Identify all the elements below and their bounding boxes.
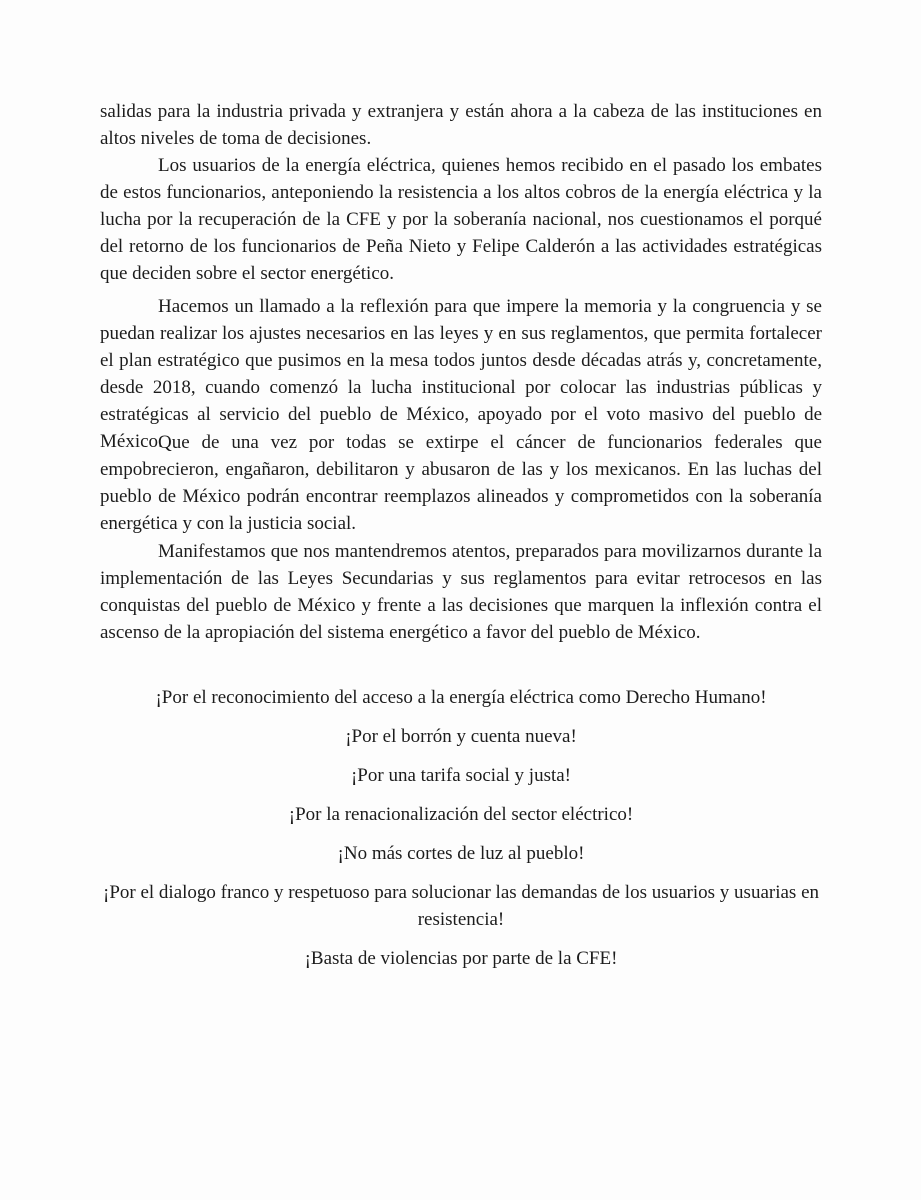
slogan-renacionalizacion: ¡Por la renacionalización del sector eléctrico!	[288, 804, 634, 825]
paragraph-llamado: Hacemos un llamado a la reflexión para que impere la memoria y la congruencia y se puedan realizar los ajustes necesarios en las leyes y en sus reglamentos, que permita fortalecer el plan estratégico que pusimos en la mesa todos juntos desde décadas atrás y, concretamente, desde 2018, cuando comenzó la lucha institucional por colocar las industrias públicas y estratégicas al servicio del pueblo de México, apoyado por el voto masivo del pueblo de México.	[100, 296, 822, 452]
paragraph-usuarios: Los usuarios de la energía eléctrica, quienes hemos recibido en el pasado los embates de estos funcionarios, anteponiendo la resistencia a los altos cobros de la energía eléctrica y la lucha por la recuperación de la CFE y por la soberanía nacional, nos cuestionamos el porqué del retorno de los funcionarios de Peña Nieto y Felipe Calderón a las actividades estratégicas que deciden sobre el sector energético.	[100, 155, 822, 284]
slogan-dialogo: ¡Por el dialogo franco y respetuoso para solucionar las demandas de los usuarios y usuarias en resistencia!	[103, 882, 819, 930]
paragraph-manifestamos: Manifestamos que nos mantendremos atentos, preparados para movilizarnos durante la implementación de las Leyes Secundarias y sus reglamentos para evitar retrocesos en las conquistas del pueblo de México y frente a las decisiones que marquen la inflexión contra el ascenso de la apropiación del sistema energético a favor del pueblo de México.	[100, 541, 822, 643]
slogan-derecho-humano: ¡Por el reconocimiento del acceso a la energía eléctrica como Derecho Humano!	[155, 687, 767, 708]
slogans-list	[100, 684, 822, 984]
slogan-tarifa: ¡Por una tarifa social y justa!	[350, 765, 571, 786]
paragraph-continuation: salidas para la industria privada y extranjera y están ahora a la cabeza de las instituciones en altos niveles de toma de decisiones.	[100, 101, 822, 149]
slogan-cortes: ¡No más cortes de luz al pueblo!	[337, 843, 585, 864]
slogan-borron: ¡Por el borrón y cuenta nueva!	[345, 726, 577, 747]
paragraph-extirpe: Que de una vez por todas se extirpe el cáncer de funcionarios federales que empobrecieron, engañaron, debilitaron y abusaron de las y los mexicanos. En las luchas del pueblo de México podrán encontrar reemplazos alineados y comprometidos con la soberanía energética y con la justicia social.	[100, 432, 822, 534]
slogan-violencias: ¡Basta de violencias por parte de la CFE!	[304, 948, 618, 969]
